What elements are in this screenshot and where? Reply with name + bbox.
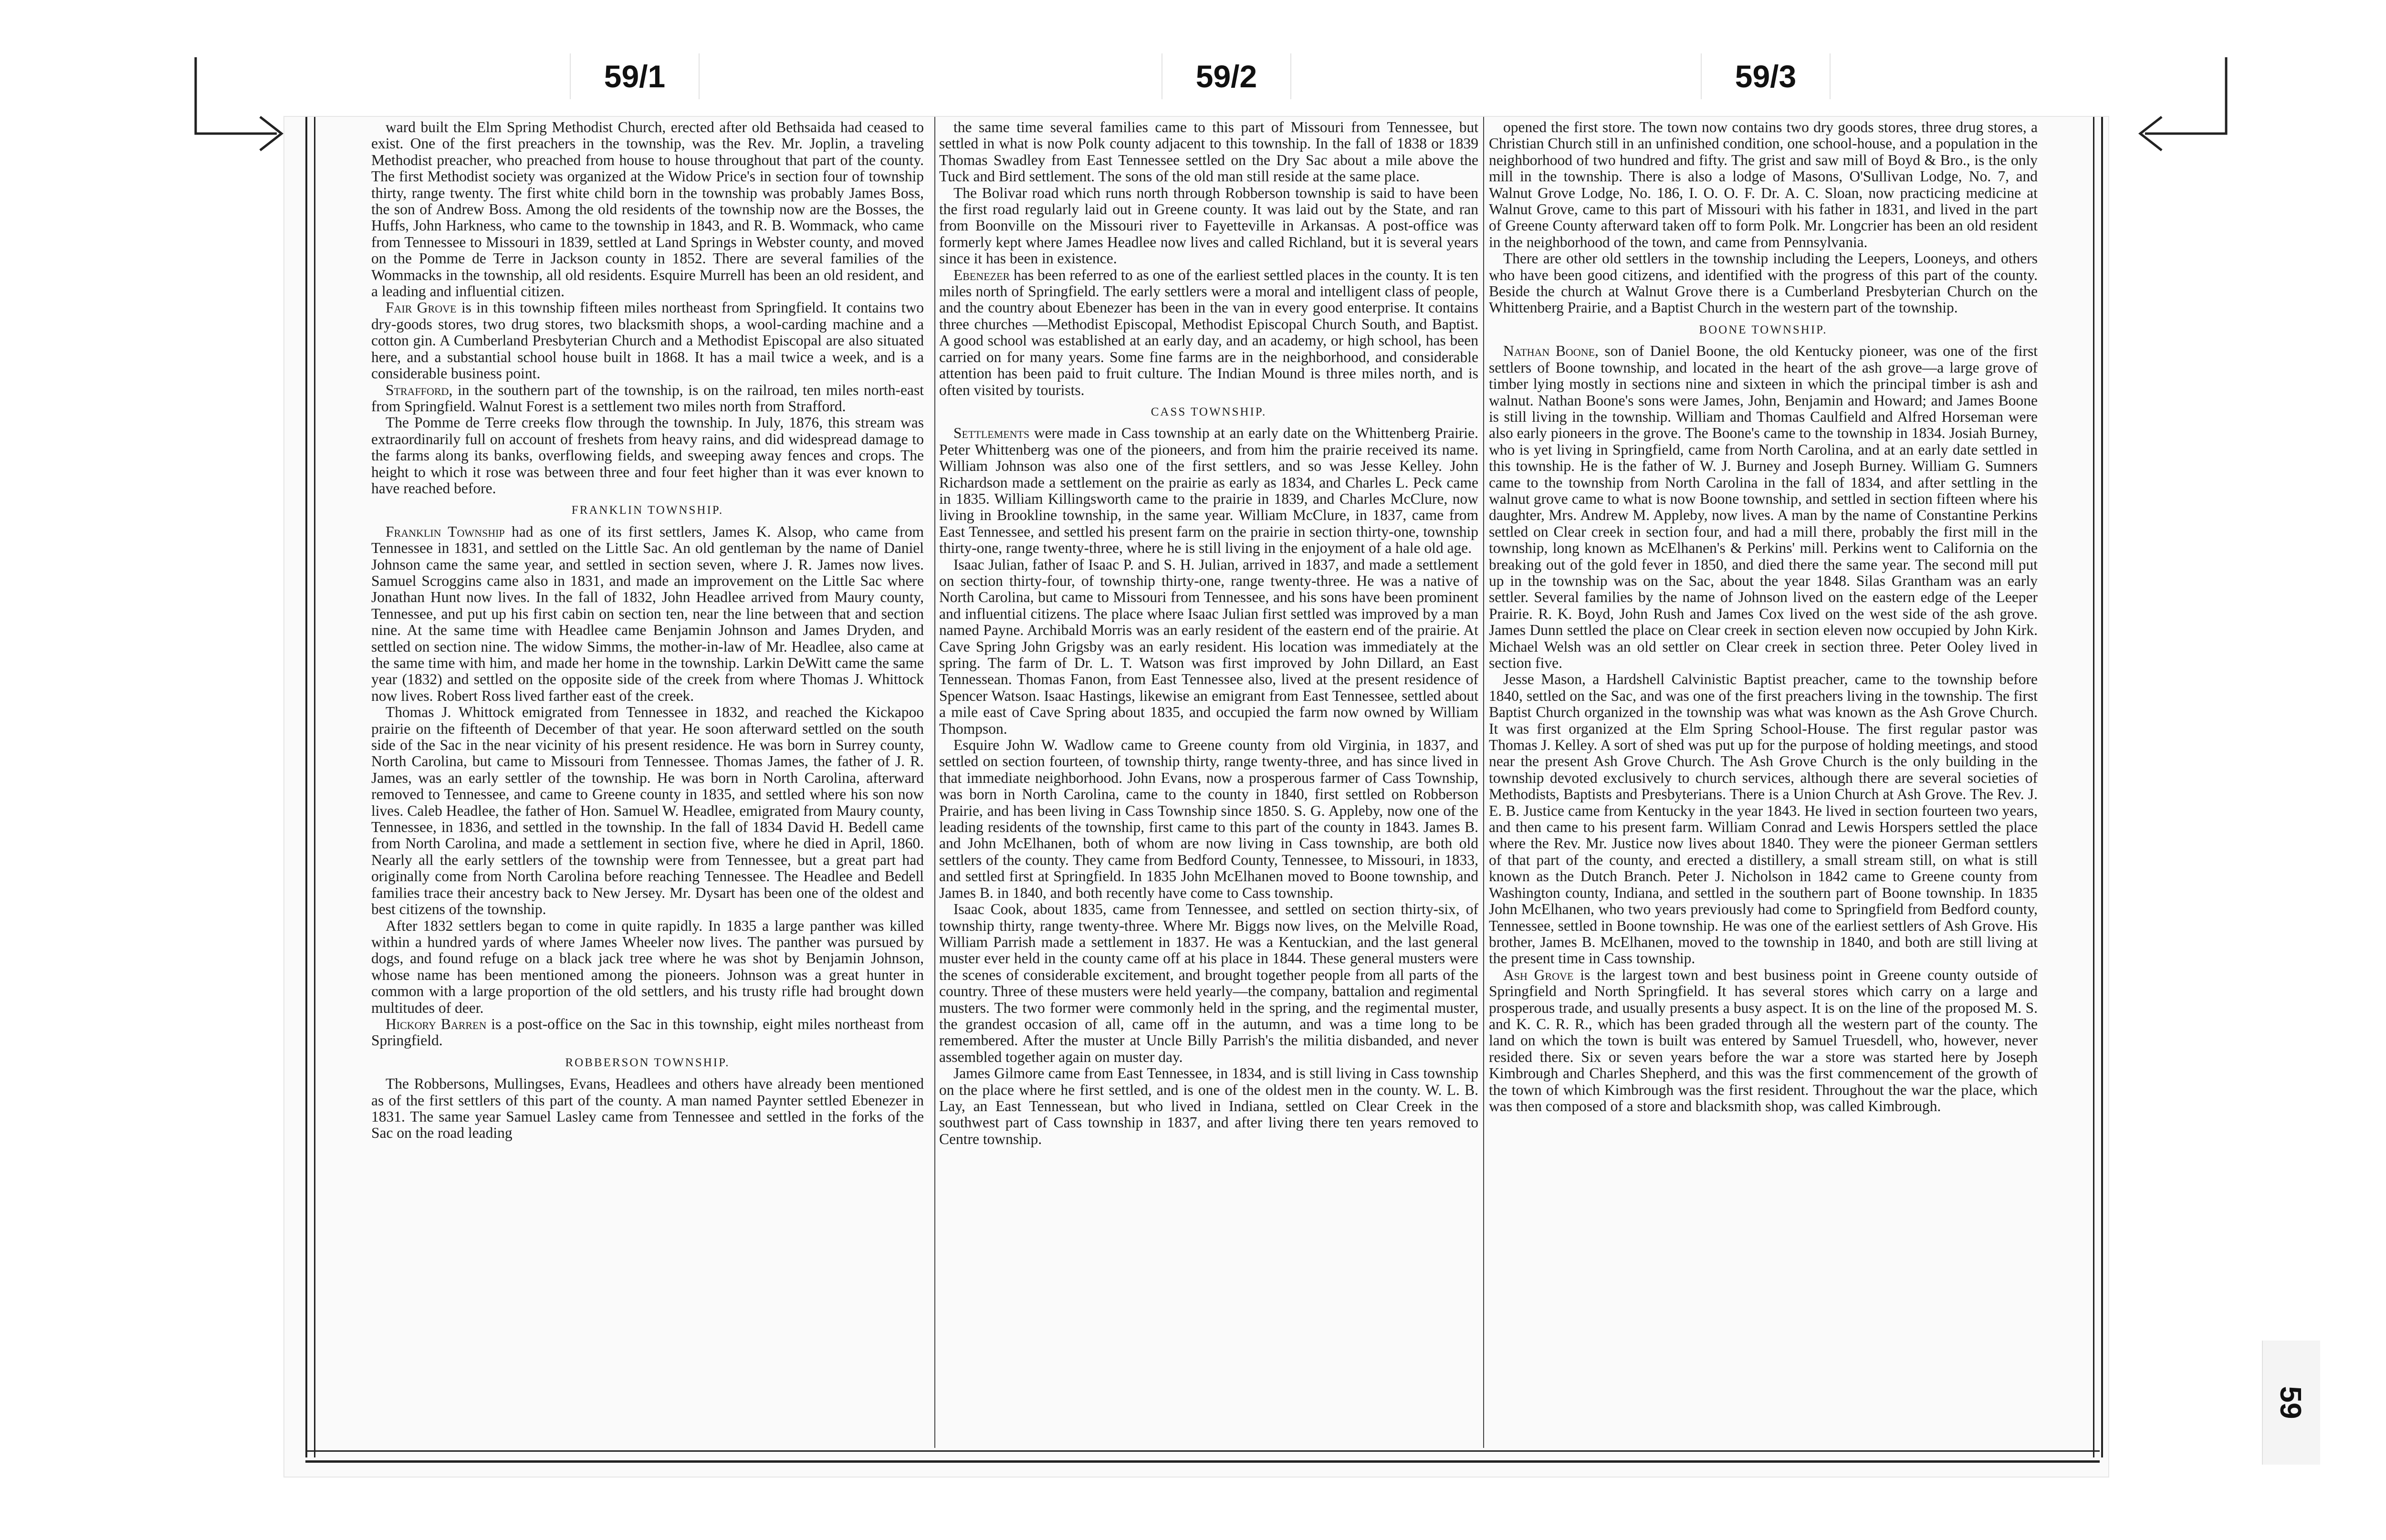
- section-heading: FRANKLIN TOWNSHIP.: [571, 504, 724, 517]
- paragraph: Hickory Barren is a post-office on the Sac in this township, eight miles northeast from Springfield.: [371, 1015, 924, 1049]
- text-column-1: [371, 119, 924, 1446]
- paragraph: ward built the Elm Spring Methodist Church, erected after old Bethsaida had ceased to exist. One of the first preachers in the township, was the Rev. Mr. Joplin, a traveling Methodist preacher, who preached from house to house throughout that part of the county. The first Methodist society was organized at the Widow Price's in section four of township thirty, range twenty. The first white child born in the township was probably James Boss, the son of Andrew Boss. Among the old residents of the township now are the Bosses, the Huffs, John Harkness, who came to the township in 1843, and R. B. Wommack, who came from Tennessee to Missouri in 1839, settled at Land Springs in Webster county, and moved on the Pomme de Terre in Jackson county in 1852. There are several families of the Wommacks in the township, all old residents. Esquire Murrell has been an old resident, and a leading and influential citizen.: [371, 119, 924, 300]
- column-divider-1: [934, 117, 935, 1448]
- left-arrow-icon: [193, 57, 289, 153]
- page-number: 59: [2274, 1386, 2307, 1419]
- section-heading: ROBBERSON TOWNSHIP.: [565, 1056, 730, 1069]
- text-column-2: [939, 119, 1478, 1446]
- paragraph: Ebenezer has been referred to as one of the earliest settled places in the county. It is ten miles north of Springfield. The early settlers were a moral and intelligent class of people, and the country about Ebenezer has been in the van in every good enterprise. It contains three churches —Methodist Episcopal, Methodist Episcopal Church South, and Baptist. A good school was established at an early day, and an academy, or high school, has been carried on for many years. Some fine farms are in the neighborhood, and considerable attention has been paid to fruit culture. The Indian Mound is three miles north, and is often visited by tourists.: [939, 266, 1478, 398]
- paragraph: Isaac Cook, about 1835, came from Tennessee, and settled on section thirty-six, of township thirty, range twenty-three. Where Mr. Biggs now lives, on the Melville Road, William Parrish made a settlement in 1837. He was a Kentuckian, and the last general muster ever held in the county came off at his place in 1844. These general musters were the scenes of considerable excitement, and brought together people from all parts of the country. Three of these musters were held yearly—the company, battalion and regimental musters. The two former were commonly held in the spring, and the regimental muster, the grandest occasion of all, came off in the autumn, and was a time long to be remembered. After the muster at Uncle Billy Parrish's the militia disbanded, and never assembled together again on muster day.: [939, 901, 1478, 1065]
- paragraph: Esquire John W. Wadlow came to Greene county from old Virginia, in 1837, and settled on section fourteen, of township thirty, range twenty-three, and has since lived in that immediate neighborhood. John Evans, now a prosperous farmer of Cass Township, was born in North Carolina, came to the county in 1840, first settled on Robberson Prairie, and has been living in Cass Township since 1850. S. G. Appleby, now one of the leading residents of the township, first came to this part of the county in 1843. James B. and John McElhanen, both of whom are now living in Cass township, are both old settlers of the county. They came from Bedford County, Tennessee, to Missouri, in 1833, and settled first at Springfield. In 1835 John McElhanen moved to Boone township, and James B. in 1840, and both recently have come to Cass township.: [939, 737, 1478, 901]
- paragraph: the same time several families came to this part of Missouri from Tennessee, but settled in what is now Polk county adjacent to this township. In the fall of 1838 or 1839 Thomas Swadley from East Tennessee settled on the Dry Sac about a mile above the Tuck and Bird settlement. The sons of the old man still reside at the same place.: [939, 119, 1478, 185]
- column-label-3: 59/3: [1646, 45, 1885, 107]
- paragraph: Franklin Township had as one of its first settlers, James K. Alsop, who came from Tennessee in 1831, and settled on the Little Sac. An old gentleman by the name of Daniel Johnson came the same year, and settled in section seven, where J. R. James now lives. Samuel Scroggins came also in 1831, and made an improvement on the Little Sac where Jonathan Hunt now lives. In the fall of 1832, John Headlee arrived from Maury county, Tennessee, and put up his first cabin on section ten, near the line between that and section nine. At the same time with Headlee came Benjamin Johnson and James Dryden, and settled on section nine. The widow Simms, the mother-in-law of Mr. Headlee, also came at the same time with him, and made her home in the township. Larkin DeWitt came the same year (1832) and settled on the opposite side of the creek from where Thomas J. Whittock now lives. Robert Ross lived farther east of the creek.: [371, 523, 924, 704]
- paragraph: Thomas J. Whittock emigrated from Tennessee in 1832, and reached the Kickapoo prairie on the fifteenth of December of that year. He soon afterward settled on the south side of the Sac in the near vicinity of his present residence. He was born in Surrey county, North Carolina, but came to Missouri from Tennessee. Thomas James, the father of J. R. James, was an early settler of the township. He was born in North Carolina, afterward removed to Tennessee, and came to Greene county in 1835, and settled where his son now lives. Caleb Headlee, the father of Hon. Samuel W. Headlee, emigrated from Maury county, Tennessee, in 1836, and settled in the township. In the fall of 1834 David H. Bedell came from North Carolina, and made a settlement in section five, where he died in April, 1860. Nearly all the early settlers of the township were from Tennessee, but a great part had originally come from North Carolina before reaching Tennessee. The Headlee and Bedell families trace their ancestry back to New Jersey. Mr. Dysart has been one of the oldest and best citizens of the township.: [371, 704, 924, 918]
- left-border-rule: [305, 117, 315, 1457]
- paragraph: The Pomme de Terre creeks flow through the township. In July, 1876, this stream was extraordinarily full on account of freshets from heavy rains, and did widespread damage to the farms along its banks, overflowing fields, and sweeping away fences and crops. The height to which it rose was between three and four feet higher than it was ever known to have reached before.: [371, 414, 924, 497]
- column-divider-2: [1483, 117, 1484, 1448]
- paragraph: There are other old settlers in the township including the Leepers, Looneys, and others who have been good citizens, and identified with the progress of this part of the county. Beside the church at Walnut Grove there is a Cumberland Presbyterian Church on the Whittenberg Prairie, and a Baptist Church in the western part of the township.: [1489, 250, 2038, 316]
- right-arrow-icon: [2133, 57, 2229, 153]
- paragraph: Ash Grove is the largest town and best business point in Greene county outside of Springfield and North Springfield. It has several stores which carry on a large and prosperous trade, and usually presents a busy aspect. It is on the line of the proposed M. S. and K. C. R. R., which has been graded through all the western part of the county. The land on which the town is built was entered by Samuel Truesdell, who, however, never resided there. Six or seven years before the war a store was started here by Joseph Kimbrough and Charles Shepherd, and this was the first commencement of the growth of the town of which Kimbrough was the first resident. Throughout the war the place, which was then composed of a store and blacksmith shop, was called Kimbrough.: [1489, 966, 2038, 1114]
- paragraph: After 1832 settlers began to come in quite rapidly. In 1835 a large panther was killed within a hundred yards of where James Wheeler now lives. The panther was pursued by dogs, and found refuge on a black jack tree where he was shot by Benjamin Johnson, whose name has been mentioned among the pioneers. Johnson was a great hunter in common with a large proportion of the old settlers, and his trusty rifle had brought down multitudes of deer.: [371, 917, 924, 1016]
- paragraph: opened the first store. The town now contains two dry goods stores, three drug stores, a Christian Church still in an unfinished condition, one school-house, and a population in the neighborhood of two hundred and fifty. The grist and saw mill of Boyd & Bro., is the only mill in the township. There is also a lodge of Masons, O'Sullivan Lodge, No. 7, and Walnut Grove Lodge, No. 186, I. O. O. F. Dr. A. C. Sloan, now practicing medicine at Walnut Grove, came to this part of Missouri with his father in 1831, and lived in the part of Greene County afterward taken off to form Polk. Mr. Longcrier has been an old resident in the neighborhood of the town, and came from Pennsylvania.: [1489, 119, 2038, 250]
- paragraph: Jesse Mason, a Hardshell Calvinistic Baptist preacher, came to the township before 1840, settled on the Sac, and was one of the first preachers living in the township. The first Baptist Church organized in the township was what was known as the Ash Grove Church. It was first organized at the Elm Spring School-House. The first regular pastor was Thomas J. Kelley. A sort of shed was put up for the purpose of holding meetings, and stood near the present Ash Grove Church. The Ash Grove Church is the only building in the township devoted exclusively to church services, although there are several societies of Methodists, Baptists and Presbyterians. There is a Union Church at Ash Grove. The Rev. J. E. B. Justice came from Kentucky in the year 1843. He lived in section fourteen two years, and then came to his present farm. William Conrad and Lewis Horspers settled the place where the Rev. Mr. Justice now lives about 1840. They were the pioneer German settlers of that part of the county, and erected a distillery, a small stream still, on what is still known as the Dutch Branch. Peter J. Nicholson in 1842 came to Greene county from Washington county, Indiana, and settled in the southern part of Boone township. In 1835 John McElhanen, who two years previously had come to Springfield from Bedford county, Tennessee, settled in Boone township. He was one of the earliest settlers of Ash Grove. His brother, James B. McElhanen, moved to the township in 1840, and both are still living at the present time in Cass township.: [1489, 671, 2038, 967]
- paragraph: Settlements were made in Cass township at an early date on the Whittenberg Prairie. Peter Whittenberg was one of the pioneers, and from him the prairie received its name. William Johnson was also one of the first settlers, and so was Jesse Kelley. John Richardson made a settlement on the prairie as early as 1834, and Charles L. Peck came in 1835. William Killingsworth came to the prairie in 1839, and Charles McClure, now living in Brookline township, in the same year. William McClure, in 1837, came from East Tennessee, and settled his present farm on the prairie in section thirty-one, township thirty-one, range twenty-three, where he is still living in the enjoyment of a hale old age.: [939, 425, 1478, 557]
- bottom-border-rule: [305, 1450, 2100, 1463]
- paragraph: The Robbersons, Mullingses, Evans, Headlees and others have already been mentioned as of the first settlers of this part of the county. A man named Paynter settled Ebenezer in 1831. The same year Samuel Lasley came from Tennessee and settled in the forks of the Sac on the road leading: [371, 1075, 924, 1142]
- paragraph: James Gilmore came from East Tennessee, in 1834, and is still living in Cass township on the place where he first settled, and is one of the oldest men in the county. W. L. B. Lay, an East Tennessean, but who lived in Indiana, settled on Clear Creek in the southwest part of Cass township in 1837, and after living there ten years removed to Centre township.: [939, 1065, 1478, 1147]
- paragraph: Isaac Julian, father of Isaac P. and S. H. Julian, arrived in 1837, and made a settlement on section thirty-four, of township thirty-one, range twenty-three. He was a native of North Carolina, but came to Missouri from Tennessee, and his sons have been prominent and influential citizens. The place where Isaac Julian first settled was improved by a man named Payne. Archibald Morris was an early resident of the eastern end of the prairie. At Cave Spring John Grigsby was an early resident. His location was immediately at the spring. The farm of Dr. L. T. Watson was first improved by John Dillard, an East Tennessean. Thomas Fanon, from East Tennessee also, lived at the present residence of Spencer Watson. Isaac Hastings, likewise an emigrant from East Tennessee, settled about a mile east of Cave Spring about 1835, and occupied the farm now owned by William Thompson.: [939, 556, 1478, 737]
- paragraph: Fair Grove is in this township fifteen miles northeast from Springfield. It contains two dry-goods stores, two drug stores, two blacksmith shops, a wool-carding machine and a cotton gin. A Cumberland Presbyterian Church and a Methodist Episcopal are also situated here, and a substantial school house built in 1868. It has a mail twice a week, and is a considerable business point.: [371, 299, 924, 382]
- right-border-rule: [2093, 117, 2103, 1457]
- paragraph: Strafford, in the southern part of the township, is on the railroad, ten miles north-east from Springfield. Walnut Forest is a settlement two miles north from Strafford.: [371, 381, 924, 415]
- paragraph: Nathan Boone, son of Daniel Boone, the old Kentucky pioneer, was one of the first settlers of Boone township, and located in the heart of the ash grove—a large grove of timber lying mostly in sections nine and sixteen in which the principal timber is ash and walnut. Nathan Boone's sons were James, John, Benjamin and Howard; and James Boone is still living in the township. William and Thomas Caulfield and Alfred Horseman were also early pioneers in the grove. The Boone's came to the township in 1834. Josiah Burney, who is yet living in Springfield, came from North Carolina, and at an early date settled in this township. He is the father of W. J. Burney and Joseph Burney. William G. Sumners came to the township from North Carolina in the fall of 1834, and after settling in the walnut grove came to what is now Boone township, and settled in section fifteen where his daughter, Mrs. Andrew M. Appleby, now lives. A man by the name of Constantine Perkins settled on Clear creek in section four, and had a mill there, probably the first mill in the township, long known as McElhanen's & Perkins' mill. Perkins went to California on the breaking out of the gold fever in 1850, and died there the same year. The second mill put up in the township was on the Sac, about the year 1848. Silas Grantham was an early settler. Several families by the name of Johnson lived on the eastern edge of the Leeper Prairie. R. K. Boyd, John Rush and James Cox lived on the west side of the ash grove. James Dunn settled the place on Clear creek in section eleven now occupied by John Kirk. Michael Welsh was an old settler on Clear creek in section three. Peter Ooley lived in section five.: [1489, 343, 2038, 671]
- text-column-3: [1489, 119, 2038, 1446]
- section-heading: BOONE TOWNSHIP.: [1699, 323, 1828, 336]
- section-heading: CASS TOWNSHIP.: [1151, 405, 1267, 418]
- paragraph: The Bolivar road which runs north through Robberson township is said to have been the first road regularly laid out in Greene county. It was laid out by the State, and ran from Boonville on the Missouri river to Fayetteville in Arkansas. A post-office was formerly kept where James Headlee now lives and called Richland, but it is several years since it has been in existence.: [939, 184, 1478, 267]
- column-label-1: 59/1: [515, 45, 754, 107]
- column-label-2: 59/2: [1107, 45, 1346, 107]
